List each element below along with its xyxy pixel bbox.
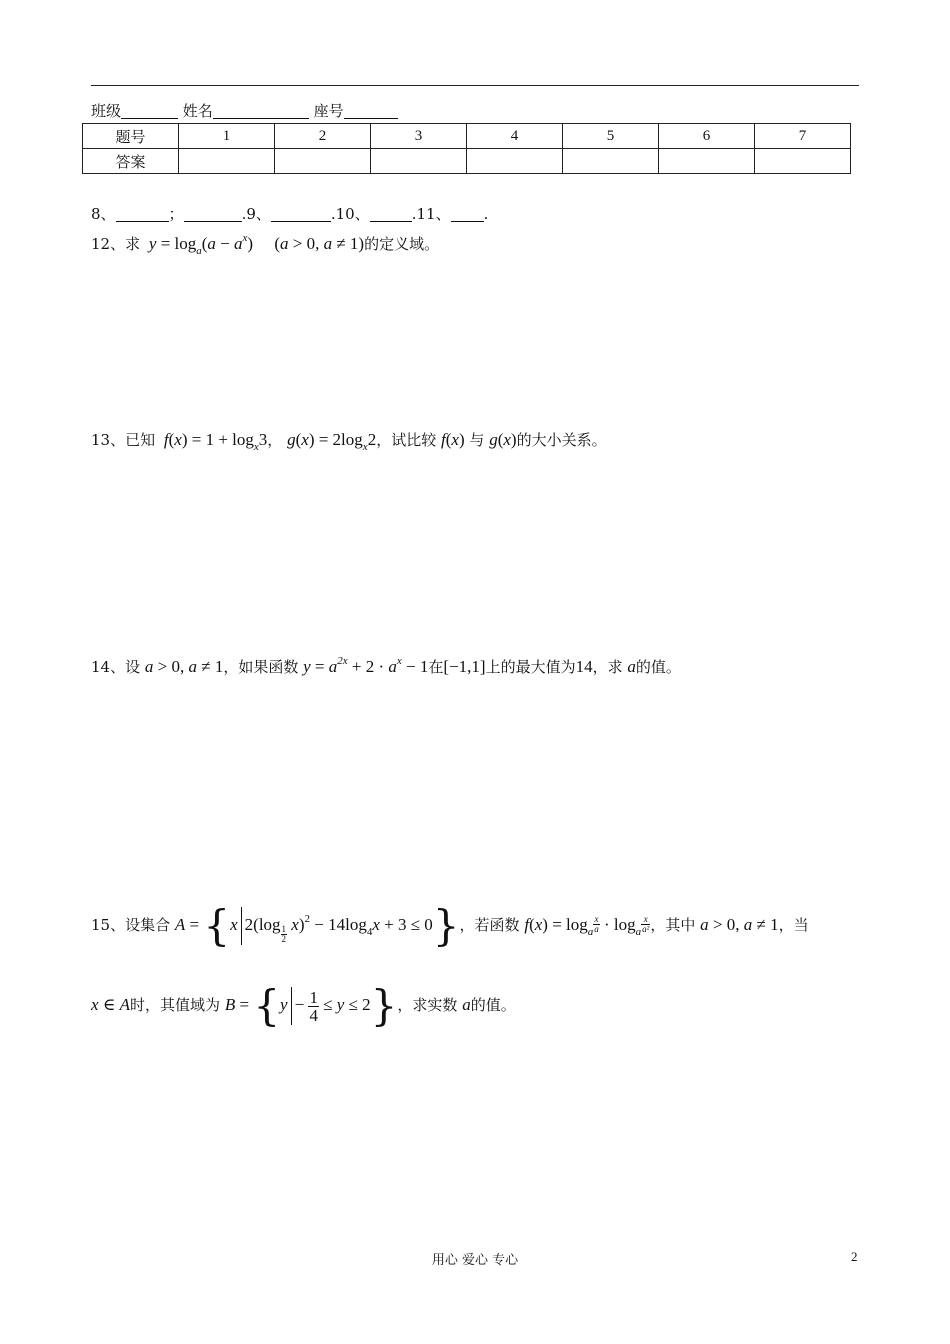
student-info-line bbox=[91, 100, 398, 121]
header-rule bbox=[91, 85, 859, 86]
q14-interval: [−1,1] bbox=[443, 657, 486, 676]
answer-cell-1[interactable] bbox=[179, 149, 275, 174]
table-row bbox=[83, 149, 851, 174]
answer-cell-2[interactable] bbox=[275, 149, 371, 174]
q14-function: $y = a^{2x} + 2 \cdot a^x - 1$ bbox=[303, 655, 429, 676]
q15-set-a: A = {x 2(log $\frac{1}{2}$ $x)^2 - 14\log_4x + 3 \le 0$} bbox=[174, 901, 460, 950]
q10-number: .10、 bbox=[330, 205, 370, 223]
q13-lead: 已知 bbox=[125, 431, 156, 449]
answer-cell-7[interactable] bbox=[755, 149, 851, 174]
q11-blank[interactable] bbox=[451, 207, 484, 222]
q13-gx: g(x) bbox=[489, 430, 517, 449]
q15-x-in-a: x ∈ A bbox=[91, 994, 131, 1014]
q15-var-a: a bbox=[462, 994, 471, 1014]
q13-compare: ，试比较 bbox=[376, 431, 437, 449]
q15-when: ，当 bbox=[778, 915, 809, 934]
q15-function: $f(x) = \log_a$ $\frac{x}{a}$ · $\log_a$ $\frac{x}{\text{a²}}$ bbox=[524, 913, 650, 938]
answer-cell-6[interactable] bbox=[659, 149, 755, 174]
q14-number: 14、 bbox=[91, 658, 126, 676]
footer-motto: 用心 爱心 专心 bbox=[431, 1253, 519, 1268]
q15-set-b: B = {y − $\frac{1}{4}$ ≤ y ≤ 2} bbox=[224, 981, 398, 1030]
q13-tail: 的大小关系。 bbox=[516, 431, 607, 449]
q12-number: 12、 bbox=[91, 235, 126, 253]
q15-where: ，其中 bbox=[650, 915, 696, 934]
question-15 bbox=[91, 901, 809, 950]
col-3: 3 bbox=[371, 124, 467, 149]
answer-cell-5[interactable] bbox=[563, 149, 659, 174]
row-label-question-number: 题号 bbox=[83, 124, 179, 149]
q8-blank-1[interactable] bbox=[116, 207, 169, 222]
q11-number: .11、 bbox=[411, 205, 451, 223]
question-13 bbox=[91, 429, 607, 453]
line-end: . bbox=[483, 205, 489, 223]
q13-number: 13、 bbox=[91, 431, 126, 449]
q12-tail: 的定义域。 bbox=[364, 235, 440, 253]
q13-formula-g: $g(x) = 2\log_x2$ bbox=[287, 430, 377, 453]
answer-cell-3[interactable] bbox=[371, 149, 467, 174]
question-15-cont bbox=[91, 981, 516, 1030]
answer-cell-4[interactable] bbox=[467, 149, 563, 174]
col-5: 5 bbox=[563, 124, 659, 149]
q8-blank-2[interactable] bbox=[184, 207, 242, 222]
q14-max-text: 上的最大值为 bbox=[485, 658, 576, 676]
q15-if-fn: ，若函数 bbox=[459, 915, 520, 934]
col-6: 6 bbox=[659, 124, 755, 149]
q14-find: ，求 bbox=[592, 658, 623, 676]
q12-lead: 求 bbox=[125, 235, 141, 253]
q14-condition: a > 0, a ≠ 1 bbox=[144, 657, 224, 676]
page-number: 2 bbox=[851, 1249, 858, 1264]
q15-tail: 的值。 bbox=[470, 995, 516, 1014]
q15-range-text: 时，其值域为 bbox=[130, 995, 221, 1014]
col-4: 4 bbox=[467, 124, 563, 149]
q15-number: 15、 bbox=[91, 915, 126, 934]
q12-formula: $y = \log_a(a - a^x)$ (a > 0, a ≠ 1) bbox=[148, 232, 365, 257]
seat-field[interactable] bbox=[344, 104, 398, 119]
q15-find: ，求实数 bbox=[397, 995, 458, 1014]
table-row bbox=[83, 124, 851, 149]
col-7: 7 bbox=[755, 124, 851, 149]
q13-fx: f(x) bbox=[440, 430, 465, 449]
q8-separator: ； bbox=[168, 205, 184, 223]
question-14 bbox=[91, 655, 681, 677]
fill-in-line bbox=[91, 203, 488, 224]
q13-sep: ， bbox=[267, 431, 283, 449]
q10-blank[interactable] bbox=[370, 207, 412, 222]
q9-number: .9、 bbox=[241, 205, 271, 223]
q13-and: 与 bbox=[469, 431, 485, 449]
question-12 bbox=[91, 232, 439, 257]
col-1: 1 bbox=[179, 124, 275, 149]
seat-label: 座号 bbox=[313, 102, 344, 120]
q15-condition: a > 0, a ≠ 1 bbox=[700, 914, 779, 934]
class-label: 班级 bbox=[91, 102, 122, 120]
q13-formula-f: $f(x) = 1 + \log_x3$ bbox=[163, 430, 268, 453]
q14-on: 在 bbox=[428, 658, 444, 676]
q14-max-value: 14 bbox=[575, 657, 593, 676]
class-field[interactable] bbox=[121, 104, 178, 119]
name-label: 姓名 bbox=[182, 102, 213, 120]
q14-var-a: a bbox=[627, 657, 636, 676]
col-2: 2 bbox=[275, 124, 371, 149]
q14-mid1: ，如果函数 bbox=[223, 658, 299, 676]
q8-number: 8、 bbox=[91, 205, 116, 223]
q15-lead: 设集合 bbox=[125, 915, 171, 934]
name-field[interactable] bbox=[213, 104, 309, 119]
q9-blank[interactable] bbox=[271, 207, 331, 222]
q14-tail: 的值。 bbox=[635, 658, 681, 676]
answer-table bbox=[82, 123, 851, 174]
q14-lead: 设 bbox=[125, 658, 141, 676]
row-label-answer: 答案 bbox=[83, 149, 179, 174]
